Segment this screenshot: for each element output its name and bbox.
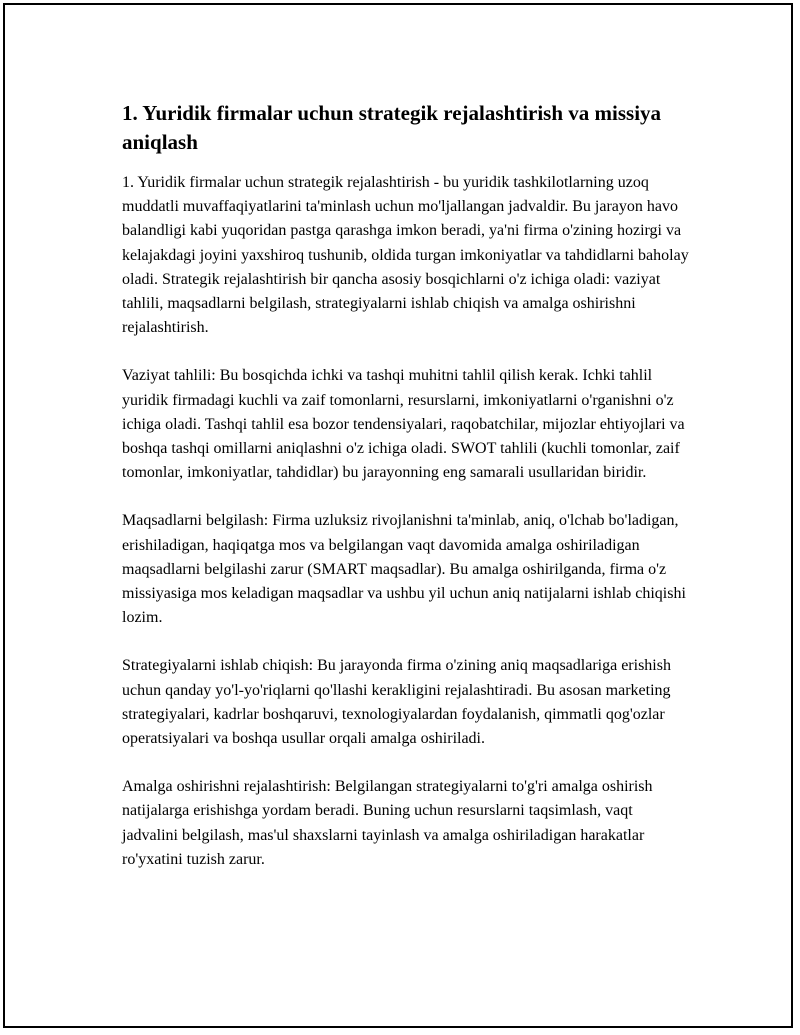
document-body [122,99,692,896]
paragraph-intro: 1. Yuridik firmalar uchun strategik rejalashtirish - bu yuridik tashkilotlarning uzoq muddatli muvaffaqiyatlarini ta'minlash uchun mo'ljallangan jadvaldir. Bu jarayon havo balandligi kabi yuqoridan pastga qarashga imkon beradi, ya'ni firma o'zining hozirgi va kelajakdagi joyini yaxshiroq tushunib, oldida turgan imkoniyatlar va tahdidlarni baholay oladi. Strategik rejalashtirish bir qancha asosiy bosqichlarni o'z ichiga oladi: vaziyat tahlili, maqsadlarni belgilash, strategiyalarni ishlab chiqish va amalga oshirishni rejalashtirish. [122,174,689,337]
paragraph-strategy-development: Strategiyalarni ishlab chiqish: Bu jarayonda firma o'zining aniq maqsadlariga erishish uchun qanday yo'l-yo'riqlarni qo'llashi kerakligini rejalashtiradi. Bu asosan marketing strategiyalari, kadrlar boshqaruvi, texnologiyalardan foydalanish, qimmatli qog'ozlar operatsiyalari va boshqa usullar orqali amalga oshiriladi. [122,657,671,748]
document-title: 1. Yuridik firmalar uchun strategik rejalashtirish va missiya aniqlash [122,101,662,154]
paragraph-goal-setting: Maqsadlarni belgilash: Firma uzluksiz rivojlanishni ta'minlab, aniq, o'lchab bo'ladigan, erishiladigan, haqiqatga mos va belgilangan vaqt davomida amalga oshiriladigan maqsadlarni belgilashi zarur (SMART maqsadlar). Bu amalga oshirilganda, firma o'z missiyasiga mos keladigan maqsadlar va ushbu yil uchun aniq natijalarni ishlab chiqishi lozim. [122,512,686,627]
page-frame [3,3,793,1028]
paragraph-implementation-planning: Amalga oshirishni rejalashtirish: Belgilangan strategiyalarni to'g'ri amalga oshirish natijalarga erishishga yordam beradi. Buning uchun resurslarni taqsimlash, vaqt jadvalini belgilash, mas'ul shaxslarni tayinlash va amalga oshiriladigan harakatlar ro'yxatini tuzish zarur. [122,778,653,868]
paragraph-situation-analysis: Vaziyat tahlili: Bu bosqichda ichki va tashqi muhitni tahlil qilish kerak. Ichki tahlil yuridik firmadagi kuchli va zaif tomonlarni, resurslarni, imkoniyatlarni o'rganishni o'z ichiga oladi. Tashqi tahlil esa bozor tendensiyalari, raqobatchilar, mijozlar ehtiyojlari va boshqa tashqi omillarni aniqlashni o'z ichiga oladi. SWOT tahlili (kuchli tomonlar, zaif tomonlar, imkoniyatlar, tahdidlar) bu jarayonning eng samarali usullaridan biridir. [122,367,685,482]
